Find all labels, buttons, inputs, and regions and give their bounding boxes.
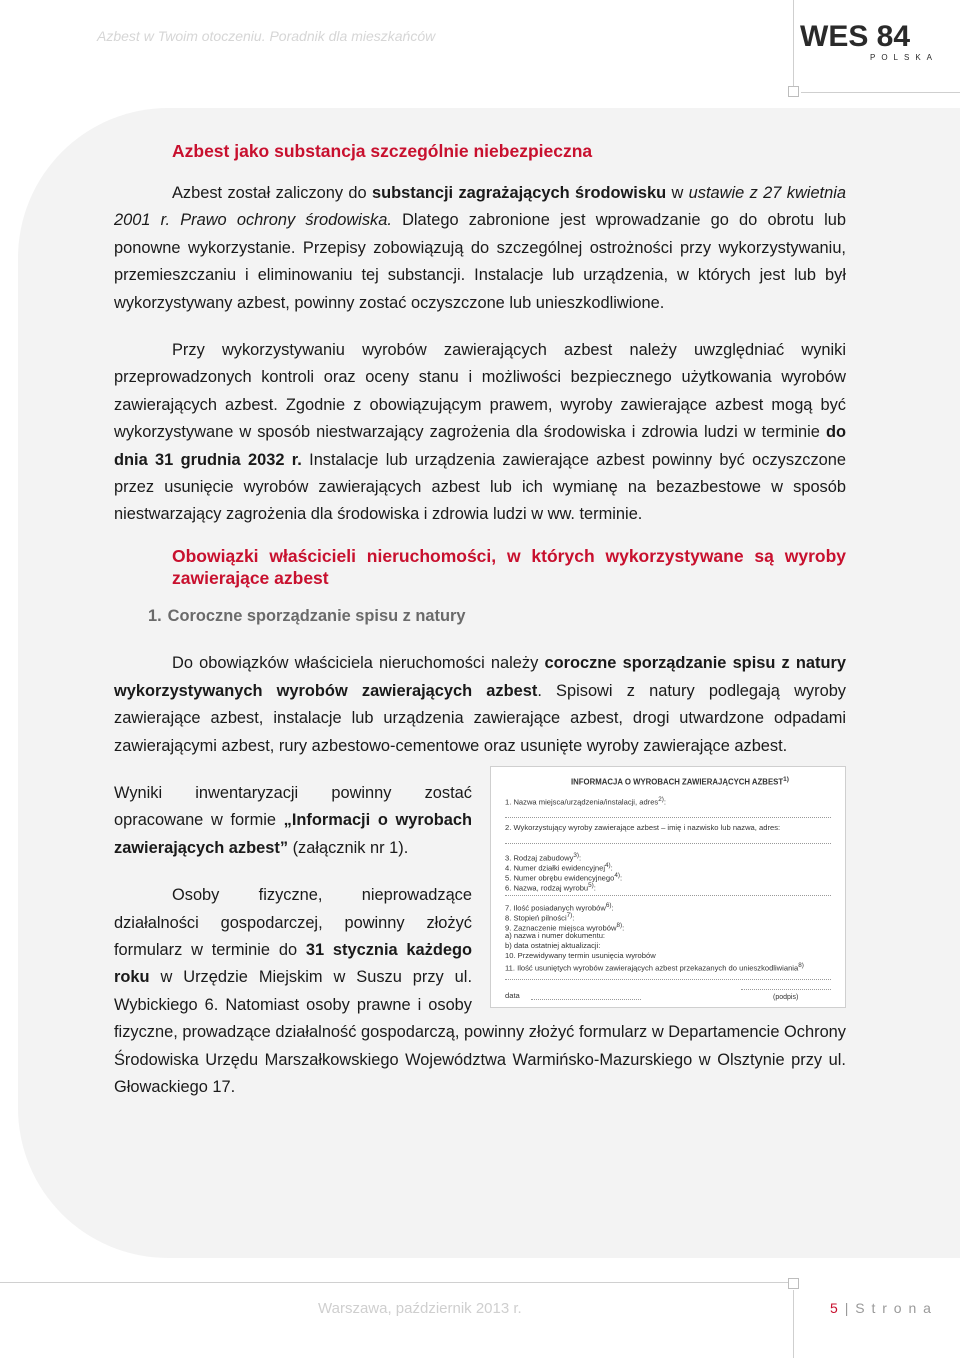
paragraph-3: Do obowiązków właściciela nieruchomości należy coroczne sporządzanie spisu z natury wykorzystywanych wyrobów zawierających azbest. Spisowi z natury podlegają wyroby zawierające azbest, instalacje lub urządzenia zawierające azbest, drogi utwardzone odpadami zawierającymi azbest, rury azbestowo-cementowe oraz usunięte wyroby zawierające azbest. (114, 654, 847, 755)
header-title: Azbest w Twoim otoczeniu. Poradnik dla mieszkańców (97, 28, 436, 44)
footer-date: Warszawa, październik 2013 r. (318, 1300, 522, 1317)
paragraph-4: Wyniki inwentaryzacji powinny zostać opracowane w formie „Informacji o wyrobach zawierających azbest” (załącznik nr 1). (114, 783, 472, 857)
svg-text:POLSKA: POLSKA (870, 53, 939, 62)
footer-vertical-rule (793, 1290, 794, 1358)
page-number: 5 | S t r o n a (830, 1300, 933, 1316)
paragraph-2: Przy wykorzystywaniu wyrobów zawierających azbest należy uwzględniać wyniki przeprowadzonych kontroli oraz oceny stanu i możliwości bezpiecznego użytkowania wyrobów zawierających azbest. Zgodnie z obowiązującym prawem, wyroby zawierające azbest mogą być wykorzystywane w sposób niestwarzający zagrożenia dla środowiska i zdrowia ludzi w terminie do dnia 31 grudnia 2032 r. Instalacje lub urządzenia zawierające azbest powinny być oczyszczone przez usunięcie wyrobów zawierających azbest lub ich wymianę na bezazbestowe w sposób niestwarzający zagrożenia dla środowiska i zdrowia ludzi w ww. terminie. (114, 341, 847, 524)
section-heading-2: Obowiązki właścicieli nieruchomości, w których wykorzystywane są wyroby zawierające azbest (172, 545, 846, 588)
company-logo (800, 18, 940, 64)
document-body (114, 140, 846, 1101)
footer-rule (0, 1282, 790, 1283)
corner-square-top (788, 86, 799, 97)
form-thumbnail-image: INFORMACJA O WYROBACH ZAWIERAJĄCYCH AZBEST$^{1)}$ 1. Nazwa miejsca/urządzenia/instalacji, adres$^{2)}$: 2. Wykorzystujący wyroby zawierające azbest – imię i nazwisko lub nazwa, adres: 3. Rodzaj zabudowy$^{3)}$: 4. Numer działki ewidencyjnej$^{4)}$: 5. Numer obrębu ewidencyjnego$^{4)}$: 6. Nazwa, rodzaj wyrobu$^{5)}$: 7. Ilość posiadanych wyrobów$^{6)}$: 8. Stopień pilności$^{7)}$: 9. Zaznaczenie miejsca wyrobów$^{8)}$: a) nazwa i numer dokumentu: b) data ostatniej aktualizacji: 10. Przewidywany termin usunięcia wyrobów 11. Ilość usuniętych wyrobów zawierających azbest przekazanych do unieszkodliwiania$^{8)}$ data (podpis) (490, 766, 846, 1008)
paragraph-1: Azbest został zaliczony do substancji zagrażających środowisku w ustawie z 27 kwietnia 2001 r. Prawo ochrony środowiska. Dlatego zabronione jest wprowadzanie go do obrotu lub ponowne wykorzystanie. Przepisy zobowiązują do szczególnej ostrożności przy wykorzystywaniu, przemieszczaniu i eliminowaniu tej substancji. Instalacje lub urządzenia, w których jest lub był wykorzystywany azbest, powinny zostać oczyszczone lub unieszkodliwione. (114, 184, 846, 312)
paragraph-5: Osoby fizyczne, nieprowadzące działalności gospodarczej, powinny złożyć formularz w terminie do 31 stycznia każdego roku w Urzędzie Miejskim w Suszu przy ul. Wybickiego 6. Natomiast osoby prawne i osoby fizyczne, prowadzące działalność gospodarczą, powinny złożyć formularz w Departamencie Ochrony Środowiska Urzędu Marszałkowskiego Województwa Warmińsko-Mazurskiego w Olsztynie przy ul. Głowackiego 17. (114, 886, 846, 1096)
header-vertical-rule (793, 0, 794, 88)
header-horizontal-rule (801, 92, 960, 93)
list-item-1: 1. Coroczne sporządzanie spisu z natury (148, 606, 466, 625)
svg-text:WES 84: WES 84 (800, 20, 911, 53)
corner-square-bottom (788, 1278, 799, 1289)
section-heading-1: Azbest jako substancja szczególnie niebezpieczna (172, 141, 593, 161)
